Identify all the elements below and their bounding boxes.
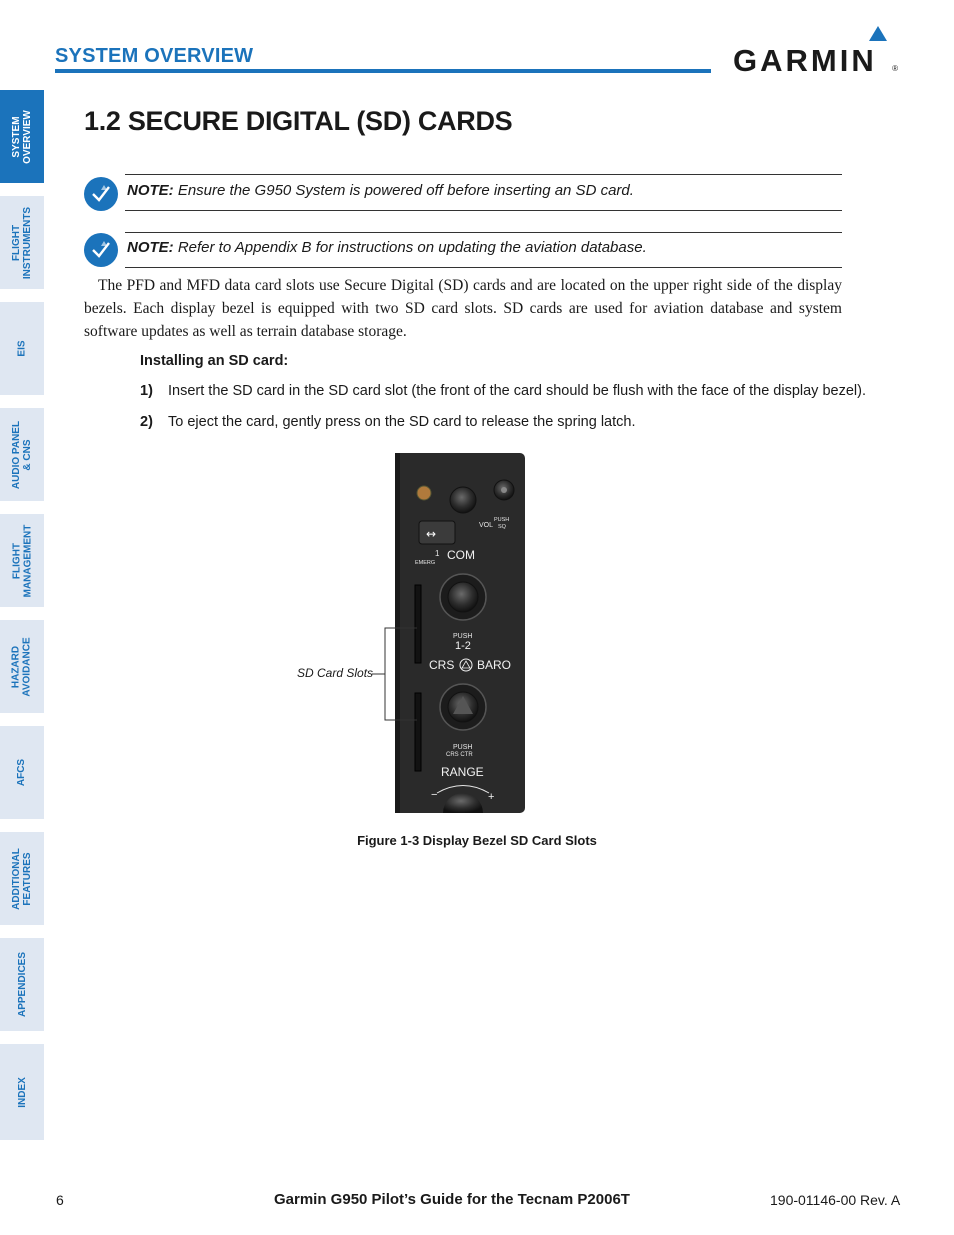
- tab-label: FLIGHT: [11, 224, 23, 261]
- logo-wordmark: GARMIN: [733, 43, 877, 78]
- note-body: Refer to Appendix B for instructions on updating the aviation database.: [173, 239, 647, 256]
- tab-label: APPENDICES: [16, 951, 28, 1018]
- note-appendix-b: [84, 232, 842, 270]
- registered-mark: ®: [892, 64, 898, 73]
- tab-system-overview[interactable]: [0, 90, 44, 183]
- com-num-label: 1: [435, 549, 440, 558]
- callout-leader: [370, 625, 420, 725]
- push-crs-label: PUSH: [453, 744, 473, 751]
- crs-label: CRS: [429, 658, 455, 672]
- frequency-swap-key[interactable]: [419, 521, 455, 544]
- tab-afcs[interactable]: [0, 726, 44, 819]
- callout-bracket: [385, 628, 417, 720]
- tab-label: AUDIO PANEL: [11, 420, 22, 489]
- note-body: Ensure the G950 System is powered off before inserting an SD card.: [173, 182, 634, 199]
- tab-label: OVERVIEW: [22, 109, 33, 164]
- tab-label: MANAGEMENT: [22, 524, 33, 597]
- one-two-label: 1-2: [455, 640, 471, 652]
- tab-label: SYSTEM: [11, 115, 22, 158]
- figure-caption: Figure 1-3 Display Bezel SD Card Slots: [357, 833, 597, 848]
- tab-eis[interactable]: [0, 302, 44, 395]
- note-text: [127, 239, 647, 256]
- tab-label: FEATURES: [22, 851, 34, 906]
- step-text: To eject the card, gently press on the SD card to release the spring latch.: [168, 414, 636, 430]
- body-paragraph: The PFD and MFD data card slots use Secure Digital (SD) cards and are located on the upper right side of the display bezels. Each display bezel is equipped with two SD card slots. SD cards are used for aviation database and system software updates as well as terrain database storage.: [84, 277, 842, 340]
- tab-label: INSTRUMENTS: [22, 206, 34, 279]
- note-label: NOTE:: [127, 182, 174, 199]
- crs-ctr-label: CRS CTR: [446, 752, 473, 758]
- step-text: Insert the SD card in the SD card slot (the front of the card should be flush with the face of the display bezel).: [168, 383, 866, 399]
- document-number: 190-01146-00 Rev. A: [770, 1192, 901, 1208]
- note-power-off: [84, 174, 842, 212]
- push-12-label: PUSH: [453, 633, 473, 640]
- tab-label: EIS: [16, 340, 28, 357]
- garmin-logo: [733, 26, 898, 76]
- tab-label: INDEX: [16, 1076, 28, 1108]
- sd-card-slots-callout: SD Card Slots: [297, 666, 374, 680]
- push-sq-label: PUSH: [494, 517, 510, 523]
- section-heading: 1.2 SECURE DIGITAL (SD) CARDS: [84, 106, 513, 136]
- note-label: NOTE:: [127, 239, 174, 256]
- tab-audio-panel-cns[interactable]: [0, 408, 44, 501]
- tab-label: AFCS: [16, 758, 28, 787]
- range-plus-label: +: [488, 791, 495, 803]
- procedure-title: Installing an SD card:: [140, 353, 289, 369]
- garmin-triangle-icon: [869, 26, 887, 41]
- tab-label: HAZARD: [11, 645, 23, 688]
- tab-hazard-avoidance[interactable]: [0, 620, 44, 713]
- tab-flight-instruments[interactable]: [0, 196, 44, 289]
- baro-label: BARO: [477, 658, 512, 672]
- volume-knob[interactable]: [450, 487, 476, 513]
- sq-label: SQ: [498, 524, 506, 530]
- emerg-label: EMERG: [415, 560, 436, 566]
- range-label: RANGE: [441, 765, 484, 779]
- page-number: 6: [56, 1192, 64, 1208]
- photocell-sensor: [417, 486, 431, 500]
- com-inner-knob[interactable]: [448, 582, 478, 612]
- tab-flight-management[interactable]: [0, 514, 44, 607]
- squelch-knob-center: [501, 487, 507, 493]
- com-label: COM: [447, 548, 475, 562]
- range-minus-label: −: [431, 789, 438, 801]
- step-number: 2): [140, 414, 153, 430]
- note-text: [127, 182, 634, 199]
- tab-index[interactable]: [0, 1044, 44, 1140]
- tab-label: ADDITIONAL: [11, 847, 23, 910]
- running-header-title: SYSTEM OVERVIEW: [55, 45, 254, 67]
- note-check-icon: [84, 233, 118, 267]
- tab-appendices[interactable]: [0, 938, 44, 1031]
- tab-label: AVOIDANCE: [22, 636, 34, 697]
- note-check-icon: [84, 177, 118, 211]
- tab-label: FLIGHT: [11, 542, 22, 579]
- tab-label: & CNS: [22, 438, 33, 471]
- header-rule: [55, 69, 711, 73]
- footer-title: Garmin G950 Pilot’s Guide for the Tecnam P2006T: [274, 1191, 630, 1208]
- step-number: 1): [140, 383, 153, 399]
- vol-label: VOL: [479, 522, 494, 529]
- swap-arrows-icon: ↔: [426, 527, 437, 541]
